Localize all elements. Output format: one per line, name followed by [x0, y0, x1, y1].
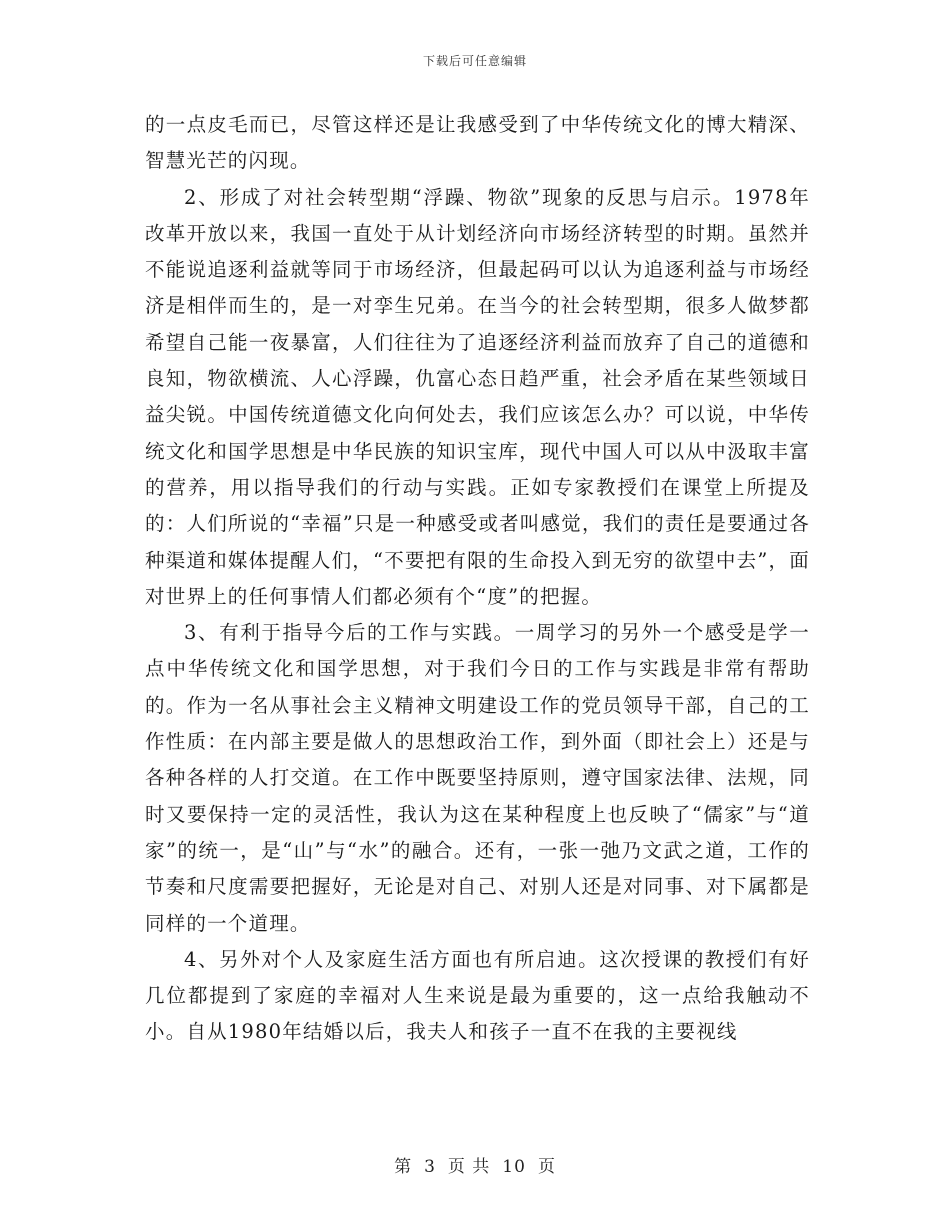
page-header: 下载后可任意编辑: [422, 54, 527, 68]
paragraph-3: 3、有利于指导今后的工作与实践。一周学习的另外一个感受是学一点中华传统文化和国学思想，对于我们今日的工作与实践是非常有帮助的。作为一名从事社会主义精神文明建设工作的党员领导干部，自己的工作性质：在内部主要是做人的思想政治工作，到外面（即社会上）还是与各种各样的人打交道。在工作中既要坚持原则，遵守国家法律、法规，同时又要保持一定的灵活性，我认为这在某种程度上也反映了“儒家”与“道家”的统一，是“山”与“水”的融合。还有，一张一弛乃文武之道，工作的节奏和尺度需要把握好，无论是对自己、对别人还是对同事、对下属都是同样的一个道理。: [145, 621, 810, 935]
footer-suffix: 页: [537, 1157, 556, 1177]
page-number: 3: [424, 1157, 436, 1177]
paragraph-4: 4、另外对个人及家庭生活方面也有所启迪。这次授课的教授们有好几位都提到了家庭的幸福对人生来说是最为重要的，这一点给我触动不小。自从1980年结婚以后，我夫人和孩子一直不在我的主要视线: [145, 947, 810, 1044]
page-footer: [0, 1152, 950, 1177]
body-text: [145, 107, 810, 1051]
paragraph-1: 的一点皮毛而已，尽管这样还是让我感受到了中华传统文化的博大精深、智慧光芒的闪现。: [145, 113, 810, 173]
total-pages: 10: [502, 1157, 526, 1177]
footer-prefix: 第: [394, 1157, 413, 1177]
footer-middle: 页 共: [447, 1157, 491, 1177]
paragraph-2: 2、形成了对社会转型期“浮躁、物欲”现象的反思与启示。1978年改革开放以来，我国一直处于从计划经济向市场经济转型的时期。虽然并不能说追逐利益就等同于市场经济，但最起码可以认为追逐利益与市场经济是相伴而生的，是一对孪生兄弟。在当今的社会转型期，很多人做梦都希望自己能一夜暴富，人们往往为了追逐经济利益而放弃了自己的道德和良知，物欲横流、人心浮躁，仇富心态日趋严重，社会矛盾在某些领域日益尖锐。中国传统道德文化向何处去，我们应该怎么办？可以说，中华传统文化和国学思想是中华民族的知识宝库，现代中国人可以从中汲取丰富的营养，用以指导我们的行动与实践。正如专家教授们在课堂上所提及的：人们所说的“幸福”只是一种感受或者叫感觉，我们的责任是要通过各种渠道和媒体提醒人们，“不要把有限的生命投入到无穷的欲望中去”，面对世界上的任何事情人们都必须有个“度”的把握。: [145, 185, 810, 608]
